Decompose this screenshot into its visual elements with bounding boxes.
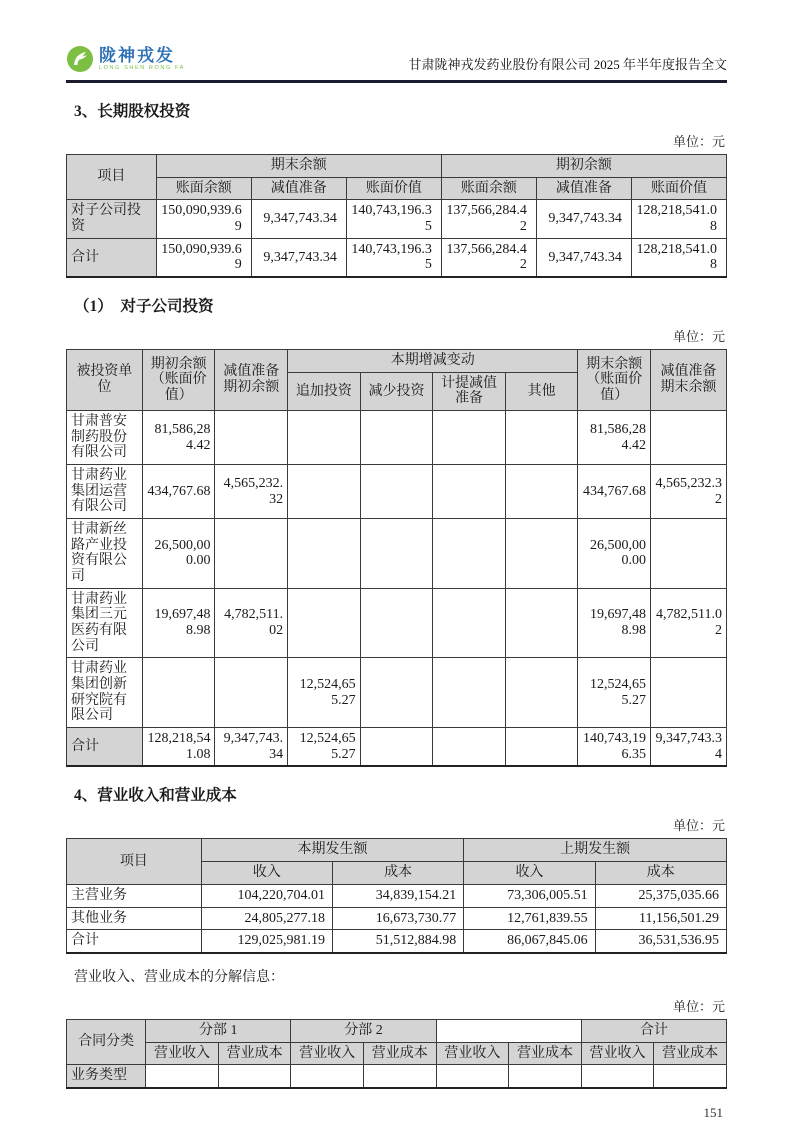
- table-row: [67, 658, 727, 728]
- investee-name: 甘肃新丝路产业投资有限公司: [67, 519, 143, 589]
- t1-sub-book-value-1: 账面价值: [346, 177, 441, 200]
- t2-header-change: 本期增减变动: [288, 350, 578, 373]
- t2-header-end-impair: 减值准备期末余额: [651, 350, 727, 411]
- table-subheader-row: [67, 1042, 727, 1065]
- value-cell: 11,156,501.29: [595, 907, 726, 930]
- value-cell: 73,306,005.51: [464, 884, 595, 907]
- investee-name: 甘肃药业集团创新研究院有限公司: [67, 658, 143, 728]
- investee-name: 甘肃药业集团三元医药有限公司: [67, 588, 143, 658]
- page-number: 151: [703, 1104, 723, 1120]
- value-cell: [291, 1065, 364, 1088]
- t3-header-current: 本期发生额: [201, 839, 464, 862]
- value-cell: 19,697,488.98: [578, 588, 651, 658]
- row-label: 对子公司投资: [67, 200, 157, 238]
- unit-label-3: 单位：元: [672, 818, 725, 834]
- contract-breakdown-table: [66, 1019, 727, 1089]
- logo-icon: [66, 45, 94, 73]
- value-cell: 86,067,845.06: [464, 930, 595, 953]
- table-row-total: [67, 238, 727, 277]
- t4-sub-cost-1: 营业成本: [218, 1042, 291, 1065]
- t4-header-total: 合计: [581, 1019, 726, 1042]
- value-cell: 24,805,277.18: [201, 907, 332, 930]
- value-cell: 150,090,939.69: [156, 238, 251, 277]
- t3-sub-income-1: 收入: [201, 862, 332, 885]
- section3-heading: 3、长期股权投资: [74, 103, 191, 120]
- value-cell: 34,839,154.21: [332, 884, 463, 907]
- unit-label-2: 单位：元: [672, 329, 725, 345]
- value-cell: [436, 1065, 509, 1088]
- t2-header-begin-balance: 期初余额（账面价值）: [142, 350, 215, 411]
- value-cell: [509, 1065, 582, 1088]
- value-cell: [505, 465, 578, 519]
- t4-sub-revenue-4: 营业收入: [581, 1042, 654, 1065]
- value-cell: 25,375,035.66: [595, 884, 726, 907]
- subsidiary-investment-table: [66, 349, 727, 767]
- row-label: 合计: [67, 238, 157, 277]
- row-label: 业务类型: [67, 1065, 146, 1088]
- value-cell: 12,524,655.27: [578, 658, 651, 728]
- value-cell: [505, 588, 578, 658]
- t2-sub-other: 其他: [505, 372, 578, 410]
- value-cell: 81,586,284.42: [142, 411, 215, 465]
- value-cell: [654, 1065, 727, 1088]
- value-cell: [433, 658, 506, 728]
- value-cell: 36,531,536.95: [595, 930, 726, 953]
- table-row: [67, 200, 727, 238]
- t1-header-item: 项目: [67, 155, 157, 200]
- investee-name: 甘肃药业集团运营有限公司: [67, 465, 143, 519]
- value-cell: [146, 1065, 219, 1088]
- value-cell: 26,500,000.00: [578, 519, 651, 589]
- value-cell: 9,347,743.34: [536, 238, 631, 277]
- t1-sub-book-balance-2: 账面余额: [441, 177, 536, 200]
- t2-sub-provision: 计提减值准备: [433, 372, 506, 410]
- value-cell: [360, 588, 433, 658]
- t4-header-contract: 合同分类: [67, 1019, 146, 1064]
- t1-sub-impairment-1: 减值准备: [251, 177, 346, 200]
- value-cell: [360, 411, 433, 465]
- value-cell: 19,697,488.98: [142, 588, 215, 658]
- revenue-cost-table: [66, 838, 727, 953]
- value-cell: 434,767.68: [578, 465, 651, 519]
- page-header: [66, 45, 727, 83]
- value-cell: 140,743,196.35: [346, 200, 441, 238]
- t4-sub-revenue-2: 营业收入: [291, 1042, 364, 1065]
- t1-header-beginning: 期初余额: [441, 155, 726, 178]
- table-row-total: [67, 728, 727, 767]
- t1-sub-impairment-2: 减值准备: [536, 177, 631, 200]
- table-subheader-row: [67, 177, 727, 200]
- value-cell: [433, 411, 506, 465]
- t4-header-blank: [436, 1019, 581, 1042]
- value-cell: 129,025,981.19: [201, 930, 332, 953]
- value-cell: [360, 465, 433, 519]
- value-cell: 16,673,730.77: [332, 907, 463, 930]
- value-cell: [360, 658, 433, 728]
- value-cell: 128,218,541.08: [142, 728, 215, 767]
- table-row: [67, 907, 727, 930]
- t2-header-end-balance: 期末余额（账面价值）: [578, 350, 651, 411]
- value-cell: 4,782,511.02: [651, 588, 727, 658]
- unit-label-1: 单位：元: [672, 134, 725, 149]
- value-cell: [288, 519, 361, 589]
- t2-header-investee: 被投资单位: [67, 350, 143, 411]
- table-header-row: [67, 350, 727, 373]
- t2-header-begin-impair: 减值准备期初余额: [215, 350, 288, 411]
- value-cell: 137,566,284.42: [441, 238, 536, 277]
- value-cell: [215, 519, 288, 589]
- value-cell: [433, 465, 506, 519]
- row-label: 合计: [67, 930, 202, 953]
- value-cell: 9,347,743.34: [536, 200, 631, 238]
- row-label: 主营业务: [67, 884, 202, 907]
- t3-sub-cost-2: 成本: [595, 862, 726, 885]
- table-row: [67, 465, 727, 519]
- value-cell: 137,566,284.42: [441, 200, 536, 238]
- value-cell: 434,767.68: [142, 465, 215, 519]
- value-cell: [651, 411, 727, 465]
- value-cell: 12,524,655.27: [288, 728, 361, 767]
- t4-header-segment2: 分部 2: [291, 1019, 436, 1042]
- t1-header-ending: 期末余额: [156, 155, 441, 178]
- value-cell: [288, 588, 361, 658]
- table-row: [67, 519, 727, 589]
- long-term-equity-table: [66, 154, 727, 278]
- value-cell: [288, 465, 361, 519]
- value-cell: [360, 728, 433, 767]
- t4-sub-revenue-3: 营业收入: [436, 1042, 509, 1065]
- value-cell: [288, 411, 361, 465]
- value-cell: [581, 1065, 654, 1088]
- t2-sub-reduce: 减少投资: [360, 372, 433, 410]
- investee-name: 甘肃普安制药股份有限公司: [67, 411, 143, 465]
- value-cell: [142, 658, 215, 728]
- value-cell: 81,586,284.42: [578, 411, 651, 465]
- value-cell: 150,090,939.69: [156, 200, 251, 238]
- value-cell: 9,347,743.34: [251, 200, 346, 238]
- t4-sub-cost-3: 营业成本: [509, 1042, 582, 1065]
- value-cell: [360, 519, 433, 589]
- value-cell: 9,347,743.34: [215, 728, 288, 767]
- row-label: 其他业务: [67, 907, 202, 930]
- value-cell: [651, 519, 727, 589]
- t1-sub-book-balance-1: 账面余额: [156, 177, 251, 200]
- value-cell: [363, 1065, 436, 1088]
- document-title: 甘肃陇神戎发药业股份有限公司 2025 年半年度报告全文: [408, 57, 727, 72]
- table-header-row: [67, 155, 727, 178]
- unit-label-4: 单位：元: [672, 998, 725, 1014]
- value-cell: [651, 658, 727, 728]
- row-label: 合计: [67, 728, 143, 767]
- value-cell: 4,565,232.32: [651, 465, 727, 519]
- logo-title: 陇神戎发: [99, 45, 175, 65]
- value-cell: 128,218,541.08: [631, 200, 726, 238]
- table-row: [67, 411, 727, 465]
- logo-text: [99, 47, 185, 72]
- value-cell: [505, 728, 578, 767]
- value-cell: 140,743,196.35: [578, 728, 651, 767]
- table-row: [67, 588, 727, 658]
- value-cell: [433, 588, 506, 658]
- value-cell: 9,347,743.34: [251, 238, 346, 277]
- t4-sub-cost-2: 营业成本: [363, 1042, 436, 1065]
- value-cell: [433, 728, 506, 767]
- table-row: [67, 1065, 727, 1088]
- table-header-row: [67, 1019, 727, 1042]
- t3-sub-cost-1: 成本: [332, 862, 463, 885]
- value-cell: [433, 519, 506, 589]
- table-header-row: [67, 839, 727, 862]
- breakdown-note: 营业收入、营业成本的分解信息：: [74, 969, 284, 985]
- t2-sub-add: 追加投资: [288, 372, 361, 410]
- value-cell: 51,512,884.98: [332, 930, 463, 953]
- value-cell: 104,220,704.01: [201, 884, 332, 907]
- value-cell: 4,782,511.02: [215, 588, 288, 658]
- value-cell: [218, 1065, 291, 1088]
- value-cell: [505, 519, 578, 589]
- value-cell: 128,218,541.08: [631, 238, 726, 277]
- t4-header-segment1: 分部 1: [146, 1019, 291, 1042]
- value-cell: [505, 658, 578, 728]
- company-logo: [66, 45, 185, 73]
- logo-subtitle: LONG SHEN RONG FA: [99, 64, 185, 71]
- t4-sub-cost-4: 营业成本: [654, 1042, 727, 1065]
- value-cell: [505, 411, 578, 465]
- value-cell: 12,761,839.55: [464, 907, 595, 930]
- table-row: [67, 884, 727, 907]
- value-cell: [215, 658, 288, 728]
- section4-heading: 4、营业收入和营业成本: [74, 787, 237, 805]
- section3-1-heading: （1） 对子公司投资: [74, 298, 214, 316]
- t4-sub-revenue-1: 营业收入: [146, 1042, 219, 1065]
- value-cell: 26,500,000.00: [142, 519, 215, 589]
- t3-header-item: 项目: [67, 839, 202, 884]
- t1-sub-book-value-2: 账面价值: [631, 177, 726, 200]
- value-cell: 4,565,232.32: [215, 465, 288, 519]
- value-cell: [215, 411, 288, 465]
- value-cell: 140,743,196.35: [346, 238, 441, 277]
- value-cell: 12,524,655.27: [288, 658, 361, 728]
- t3-header-prior: 上期发生额: [464, 839, 727, 862]
- t3-sub-income-2: 收入: [464, 862, 595, 885]
- value-cell: 9,347,743.34: [651, 728, 727, 767]
- table-row-total: [67, 930, 727, 953]
